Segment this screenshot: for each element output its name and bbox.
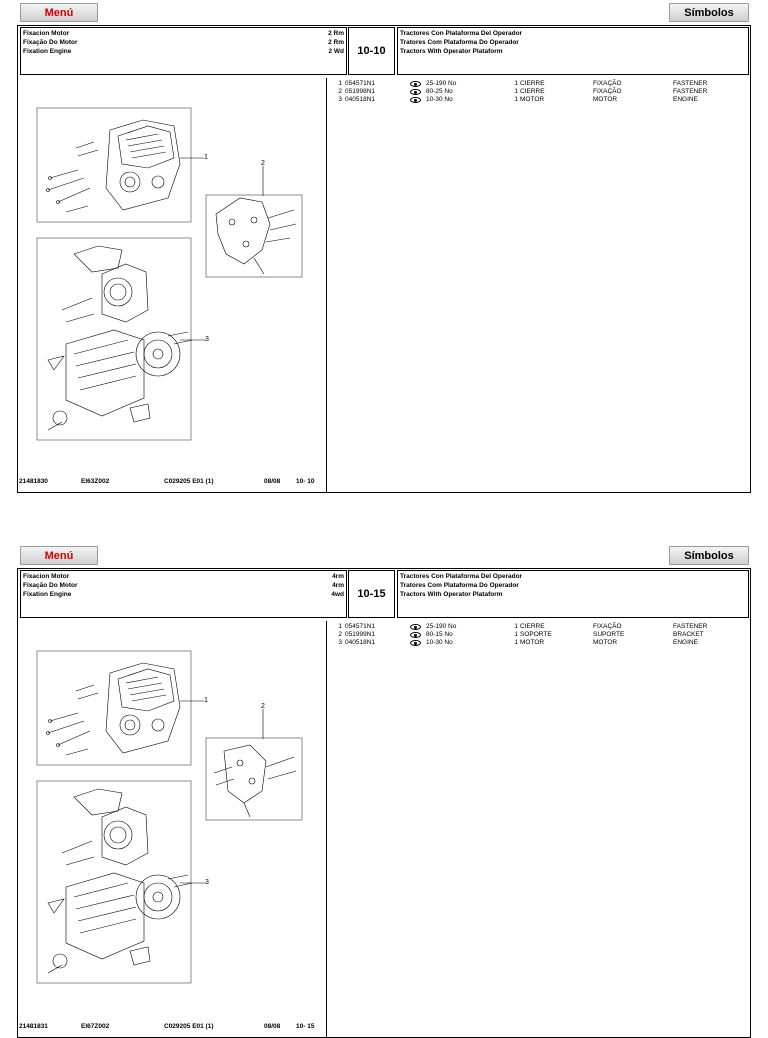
- assembly-title-pt: Fixação Do Motor: [23, 39, 78, 46]
- menu-button[interactable]: Menú: [20, 3, 98, 22]
- part-number[interactable]: 054571N1: [345, 623, 375, 630]
- quantity: 1: [514, 623, 518, 630]
- symbols-button[interactable]: Símbolos: [669, 3, 749, 22]
- callout-2: 2: [261, 160, 265, 167]
- item-number: 1: [338, 623, 342, 630]
- tractor-title-en: Tractors With Operator Plataform: [400, 591, 503, 598]
- revision-date: 08/08: [264, 1023, 281, 1030]
- part-number[interactable]: 051998N1: [345, 88, 375, 95]
- revision-date: 08/08: [264, 478, 281, 485]
- description-es: CIERRE: [520, 88, 545, 95]
- illustration-id: EI67Z002: [81, 1023, 110, 1030]
- serial-range: 80-15 No: [426, 631, 453, 638]
- description-es: CIERRE: [520, 80, 545, 87]
- description-pt: FIXAÇÃO: [593, 80, 622, 87]
- part-number[interactable]: 040518N1: [345, 639, 375, 646]
- description-es: MOTOR: [520, 639, 545, 646]
- parts-list: [334, 80, 750, 104]
- assembly-title-es: Fixacion Motor: [23, 573, 70, 580]
- part-number[interactable]: 054571N1: [345, 80, 375, 87]
- assembly-title-en: Fixation Engine: [23, 591, 72, 598]
- callout-3: 3: [205, 879, 209, 886]
- column-divider: [326, 78, 327, 492]
- callout-1: 1: [204, 154, 208, 161]
- variant-es: 2 Rm: [328, 30, 344, 37]
- item-number: 3: [338, 639, 342, 646]
- assembly-title-pt: Fixação Do Motor: [23, 582, 78, 589]
- assembly-title-box: [20, 27, 347, 75]
- part-number[interactable]: 051999N1: [345, 631, 375, 638]
- eye-icon[interactable]: [410, 639, 421, 648]
- catalog-page: [0, 543, 768, 1030]
- tractor-title-en: Tractors With Operator Plataform: [400, 48, 503, 55]
- item-number: 2: [338, 88, 342, 95]
- variant-pt: 2 Rm: [328, 39, 344, 46]
- parts-list: [334, 623, 750, 647]
- variant-es: 4rm: [332, 573, 344, 580]
- serial-range: 25-190 No: [426, 80, 457, 87]
- variant-en: 2 Wd: [328, 48, 344, 55]
- part-row[interactable]: [334, 631, 750, 639]
- illustration-id: EI63Z002: [81, 478, 110, 485]
- assembly-title-en: Fixation Engine: [23, 48, 72, 55]
- assembly-title-es: Fixacion Motor: [23, 30, 70, 37]
- description-en: FASTENER: [673, 80, 708, 87]
- part-row[interactable]: [334, 80, 750, 88]
- page-number: 10- 10: [296, 478, 315, 485]
- exploded-illustration: [18, 621, 324, 1021]
- assembly-title-box: [20, 570, 347, 618]
- description-pt: FIXAÇÃO: [593, 88, 622, 95]
- engine-diagram: [18, 621, 324, 1021]
- description-pt: MOTOR: [593, 639, 618, 646]
- description-en: FASTENER: [673, 88, 708, 95]
- variant-en: 4wd: [331, 591, 344, 598]
- engine-diagram: [18, 78, 324, 478]
- reference-code: C029205 E01 (1): [164, 1023, 214, 1030]
- quantity: 1: [514, 639, 518, 646]
- description-pt: FIXAÇÃO: [593, 623, 622, 630]
- section-code: 10-10: [348, 27, 395, 75]
- callout-2: 2: [261, 703, 265, 710]
- description-es: SOPORTE: [520, 631, 552, 638]
- part-row[interactable]: [334, 88, 750, 96]
- serial-range: 10-30 No: [426, 96, 453, 103]
- tractor-title-box: [397, 27, 749, 75]
- part-row[interactable]: [334, 96, 750, 104]
- tractor-title-es: Tractores Con Plataforma Del Operador: [400, 30, 523, 37]
- part-row[interactable]: [334, 639, 750, 647]
- part-number[interactable]: 040518N1: [345, 96, 375, 103]
- description-en: FASTENER: [673, 623, 708, 630]
- column-divider: [326, 621, 327, 1037]
- description-en: BRACKET: [673, 631, 704, 638]
- quantity: 1: [514, 88, 518, 95]
- description-es: CIERRE: [520, 623, 545, 630]
- quantity: 1: [514, 631, 518, 638]
- document-number: 21481831: [19, 1023, 48, 1030]
- item-number: 3: [338, 96, 342, 103]
- part-row[interactable]: [334, 623, 750, 631]
- reference-code: C029205 E01 (1): [164, 478, 214, 485]
- callout-3: 3: [205, 336, 209, 343]
- description-es: MOTOR: [520, 96, 545, 103]
- parts-sheet: [17, 568, 751, 1038]
- toolbar: [0, 0, 768, 22]
- serial-range: 25-190 No: [426, 623, 457, 630]
- tractor-title-es: Tractores Con Plataforma Del Operador: [400, 573, 523, 580]
- tractor-title-box: [397, 570, 749, 618]
- eye-icon[interactable]: [410, 96, 421, 105]
- serial-range: 80-25 No: [426, 88, 453, 95]
- quantity: 1: [514, 96, 518, 103]
- quantity: 1: [514, 80, 518, 87]
- tractor-title-pt: Tratores Com Plataforma Do Operador: [400, 39, 519, 46]
- callout-1: 1: [204, 697, 208, 704]
- exploded-illustration: [18, 78, 324, 478]
- description-pt: SUPORTE: [593, 631, 625, 638]
- menu-button[interactable]: Menú: [20, 546, 98, 565]
- description-en: ENGINE: [673, 96, 698, 103]
- variant-pt: 4rm: [332, 582, 344, 589]
- document-number: 21481830: [19, 478, 48, 485]
- item-number: 2: [338, 631, 342, 638]
- serial-range: 10-30 No: [426, 639, 453, 646]
- page-number: 10- 15: [296, 1023, 315, 1030]
- tractor-title-pt: Tratores Com Plataforma Do Operador: [400, 582, 519, 589]
- parts-sheet: [17, 25, 751, 493]
- toolbar: [0, 543, 768, 565]
- description-pt: MOTOR: [593, 96, 618, 103]
- symbols-button[interactable]: Símbolos: [669, 546, 749, 565]
- item-number: 1: [338, 80, 342, 87]
- description-en: ENGINE: [673, 639, 698, 646]
- catalog-page: [0, 0, 768, 500]
- section-code: 10-15: [348, 570, 395, 618]
